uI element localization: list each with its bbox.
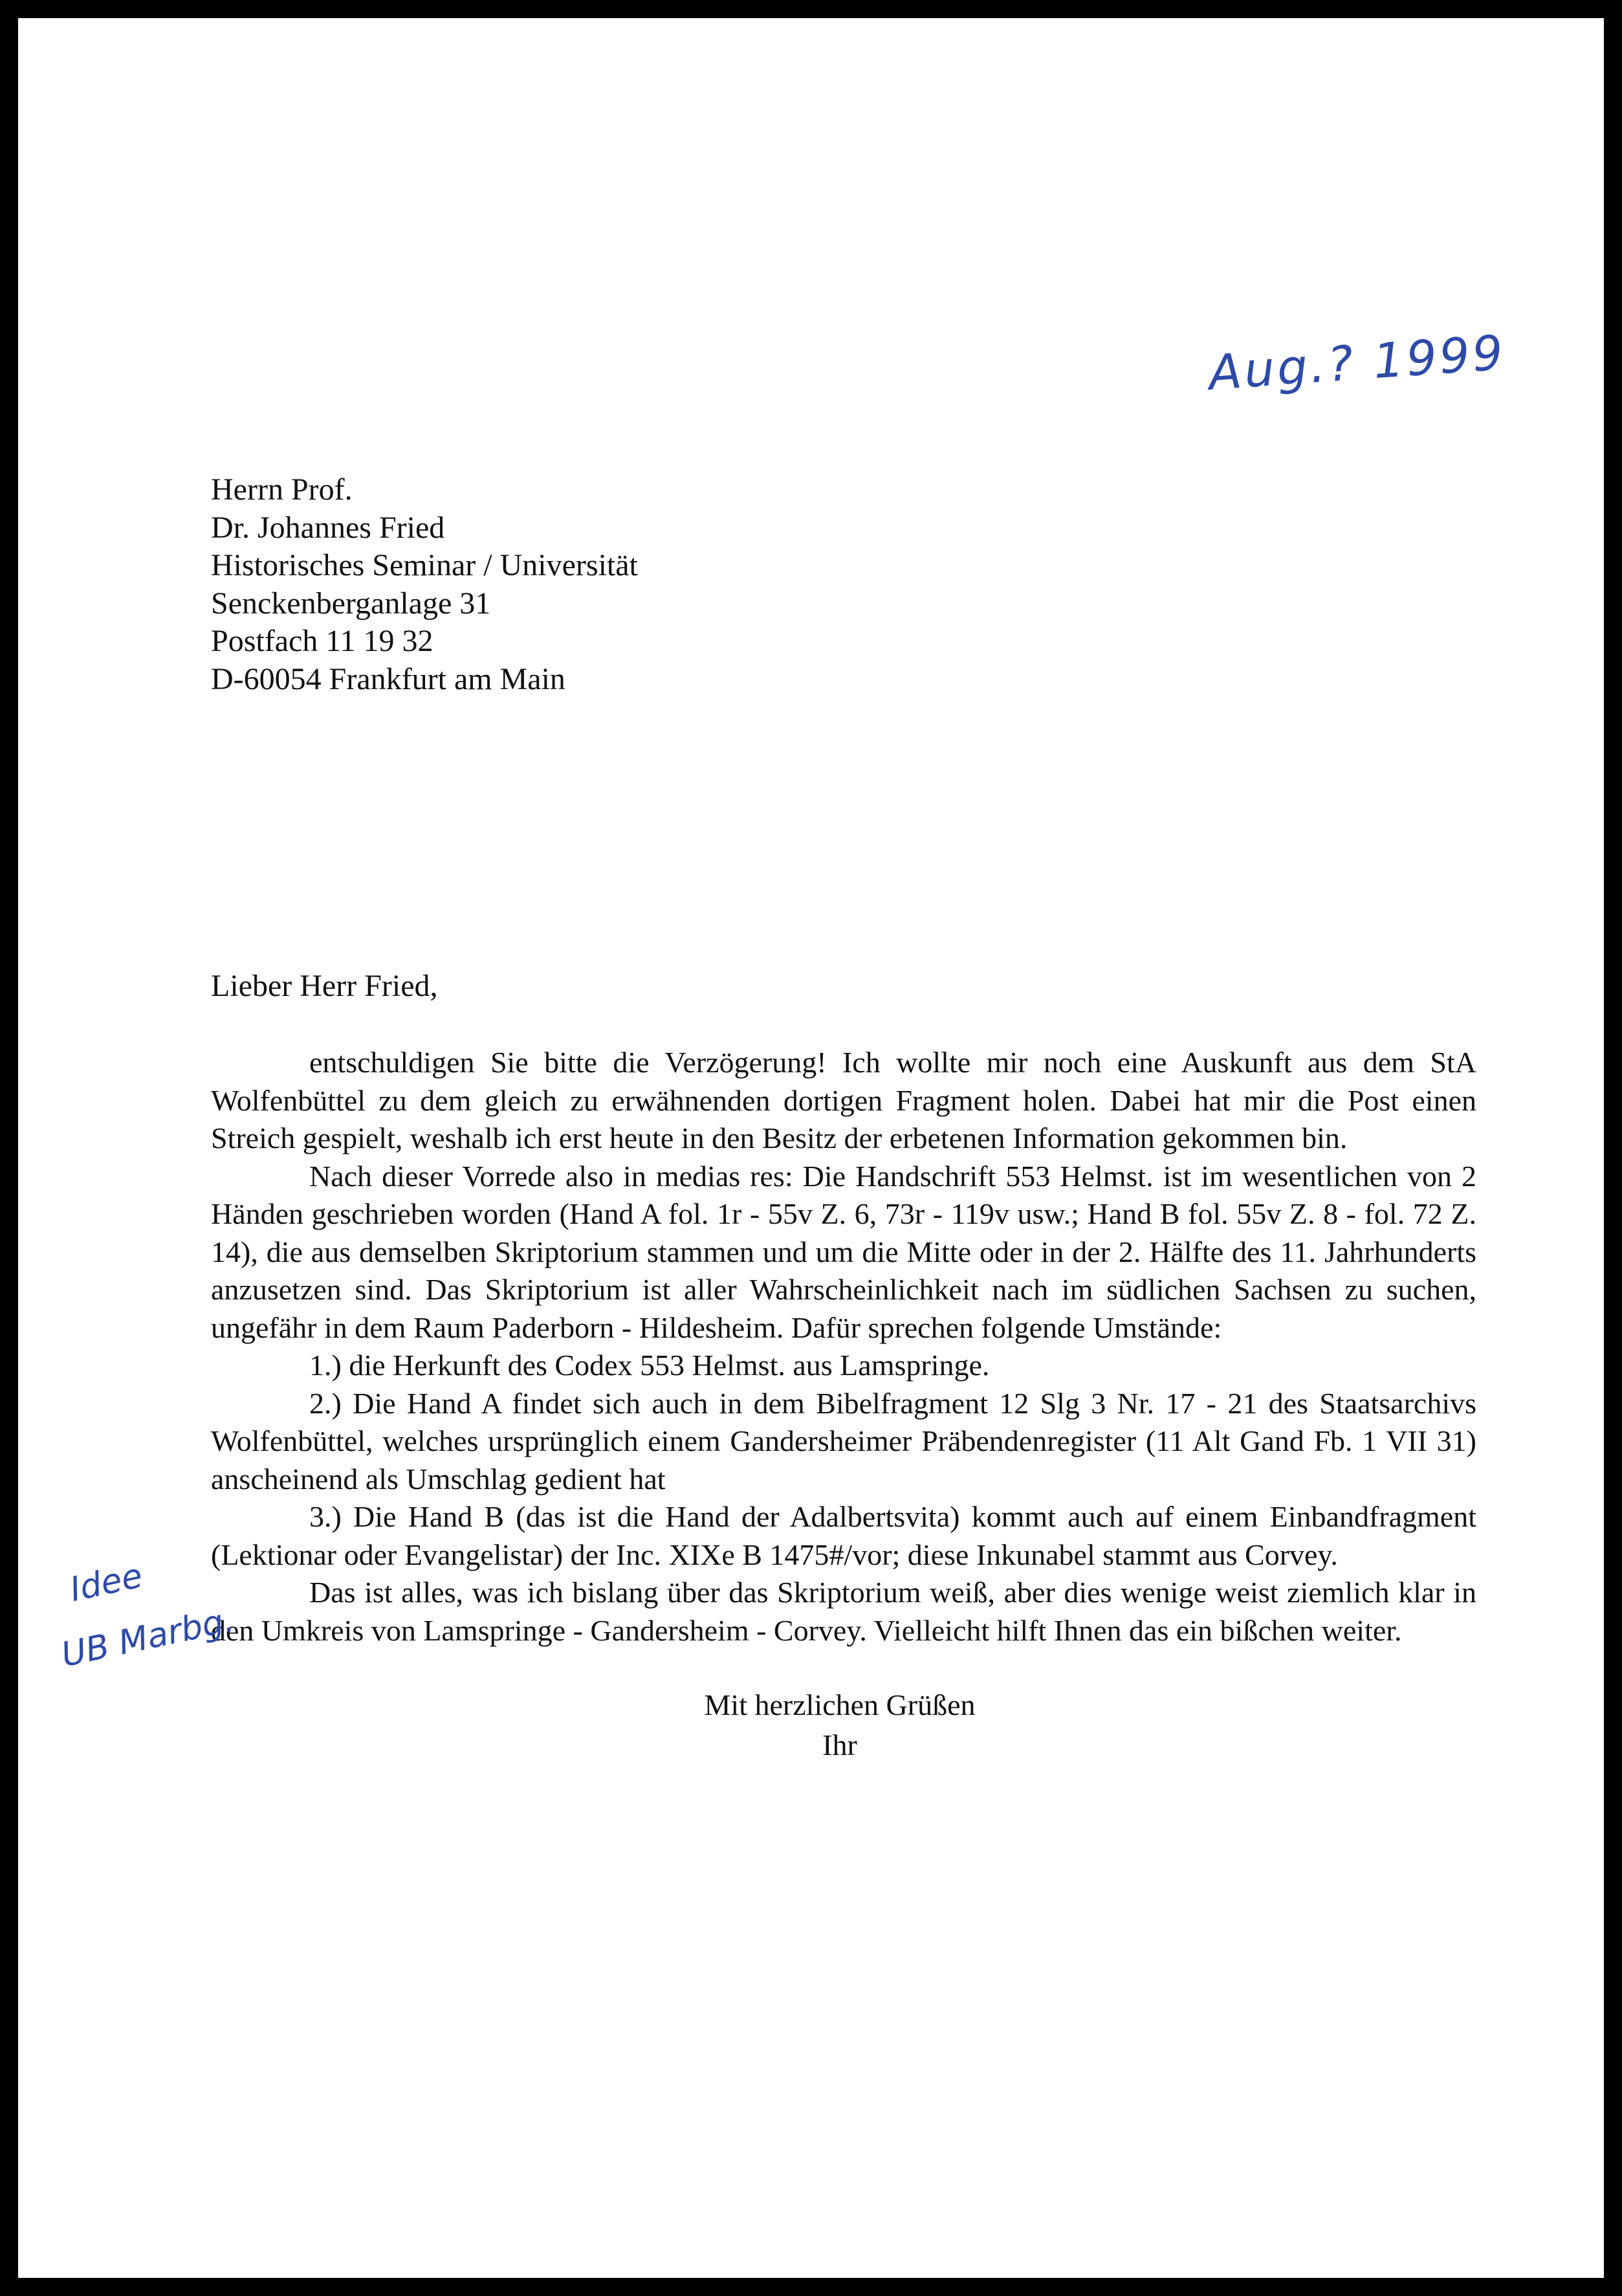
address-line: Historisches Seminar / Universität xyxy=(211,548,638,582)
address-line: Dr. Johannes Fried xyxy=(211,510,445,545)
closing-signoff: Ihr xyxy=(822,1728,857,1761)
recipient-address xyxy=(211,471,638,698)
handwritten-date: Aug.? 1999 xyxy=(1207,325,1507,401)
body-paragraph: 2.) Die Hand A findet sich auch in dem Bibelfragment 12 Slg 3 Nr. 17 - 21 des Staatsarchivs Wolfenbüttel, welches ursprünglich einem Gandersheimer Präbendenregister (11 Alt Gand Fb. 1 VII 31) anscheinend als Umschlag gedient hat xyxy=(211,1386,1476,1496)
body-paragraph: 3.) Die Hand B (das ist die Hand der Adalbertsvita) kommt auch auf einem Einbandfragment (Lektionar oder Evangelistar) der Inc. XIXe B 1475#/vor; diese Inkunabel stammt aus Corvey. xyxy=(211,1500,1476,1571)
address-line: Senckenberganlage 31 xyxy=(211,586,491,621)
margin-note-line: UB Marbg. xyxy=(58,1600,238,1675)
handwritten-margin-note xyxy=(43,1529,240,1686)
address-line: Postfach 11 19 32 xyxy=(211,624,433,658)
body-paragraph: entschuldigen Sie bitte die Verzögerung! Ich wollte mir noch eine Auskunft aus dem StA Wolfenbüttel zu dem gleich zu erwähnenden dortigen Fragment holen. Dabei hat mir die Post einen Streich gespielt, weshalb ich erst heute in den Besitz der erbetenen Information gekommen bin. xyxy=(211,1046,1476,1154)
closing xyxy=(633,1685,1047,1765)
body-paragraph: 1.) die Herkunft des Codex 553 Helmst. aus Lamspringe. xyxy=(309,1349,990,1382)
body-paragraph: Nach dieser Vorrede also in medias res: Die Handschrift 553 Helmst. ist im wesentlichen von 2 Händen geschrieben worden (Hand A fol. 1r - 55v Z. 6, 73r - 119v usw.; Hand B fol. 55v Z. 8 - fol. 72 Z. 14), die aus demselben Skriptorium stammen und um die Mitte oder in der 2. Hälfte des 11. Jahrhunderts anzusetzen sind. Das Skriptorium ist aller Wahrscheinlichkeit nach im südlichen Sachsen zu suchen, ungefähr in dem Raum Paderborn - Hildesheim. Dafür sprechen folgende Umstände: xyxy=(211,1159,1476,1344)
letter-body xyxy=(211,1044,1476,1650)
salutation: Lieber Herr Fried, xyxy=(211,969,438,1003)
closing-greeting: Mit herzlichen Grüßen xyxy=(704,1688,976,1721)
address-line: D-60054 Frankfurt am Main xyxy=(211,661,565,696)
body-paragraph: Das ist alles, was ich bislang über das Skriptorium weiß, aber dies wenige weist ziemlich klar in den Umkreis von Lamspringe - Gandersheim - Corvey. Vielleicht hilft Ihnen das ein bißchen weiter. xyxy=(211,1576,1476,1647)
margin-note-line: Idee xyxy=(66,1556,146,1610)
address-line: Herrn Prof. xyxy=(211,472,353,507)
